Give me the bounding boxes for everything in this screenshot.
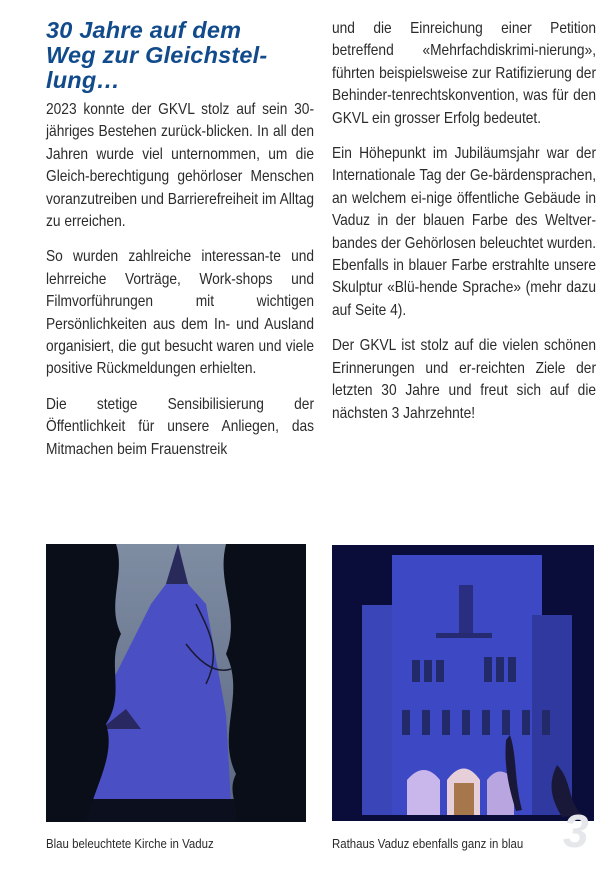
article-title: [46, 18, 314, 93]
paragraph: [332, 18, 596, 130]
paragraph: [332, 143, 596, 322]
title-line: lung…: [46, 67, 121, 93]
paragraph-text: 2023 konnte der GKVL stolz auf sein 30-jähriges Bestehen zurück-blicken. In all den Jahren wurde viel unternommen, um die Gleich-berechtigung gehörloser Menschen voranzutreiben und Barrierefreiheit im Alltag zu erreichen.: [46, 101, 315, 231]
right-column: [332, 18, 596, 438]
paragraph-text: und die Einreichung einer Petition betreffend «Mehrfachdiskrimi-nierung», führten beispielsweise zur Ratifizierung der Behinder-tenrechtskonvention, was für den GKVL ein grosser Erfolg bedeutet.: [332, 20, 597, 127]
paragraph-text: Der GKVL ist stolz auf die vielen schönen Erinnerungen und er-reichten Ziele der letzten 30 Jahre und freut sich auf die nächsten 3 Jahrzehnte!: [332, 337, 597, 422]
caption-text: Rathaus Vaduz ebenfalls ganz in blau: [332, 836, 524, 851]
paragraph-text: So wurden zahlreiche interessan-te und lehrreiche Vorträge, Work-shops und Filmvorführungen mit wichtigen Persönlichkeiten aus dem In- und Ausland organisiert, die gut besucht waren und viele positive Rückmeldungen erhielten.: [46, 248, 315, 378]
paragraph: [332, 335, 596, 425]
paragraph: [46, 394, 314, 461]
church-illustration: [46, 544, 306, 822]
caption-text: Blau beleuchtete Kirche in Vaduz: [46, 836, 214, 851]
paragraph: [46, 246, 314, 380]
town-hall-photo: [332, 545, 594, 821]
photo-caption: [46, 836, 237, 851]
town-hall-illustration: [332, 545, 594, 821]
left-column: [46, 18, 314, 474]
title-line: Weg zur Gleichstel-: [46, 42, 268, 68]
title-line: 30 Jahre auf dem: [46, 17, 242, 43]
photo-caption: [332, 836, 549, 851]
page-number: 3: [563, 805, 589, 857]
paragraph-text: Ein Höhepunkt im Jubiläumsjahr war der Internationale Tag der Ge-bärdensprachen, an welchem ei-nige öffentliche Gebäude in Vaduz in der blauen Farbe des Weltver-bandes der Gehörlosen beleuchtet wurden. Ebenfalls in blauer Farbe erstrahlte unsere Skulptur «Blü-hende Sprache» (mehr dazu auf Seite 4).: [332, 145, 597, 319]
church-photo: [46, 544, 306, 822]
paragraph-text: Die stetige Sensibilisierung der Öffentlichkeit für unsere Anliegen, das Mitmachen beim Frauenstreik: [46, 395, 315, 458]
paragraph: [46, 99, 314, 233]
